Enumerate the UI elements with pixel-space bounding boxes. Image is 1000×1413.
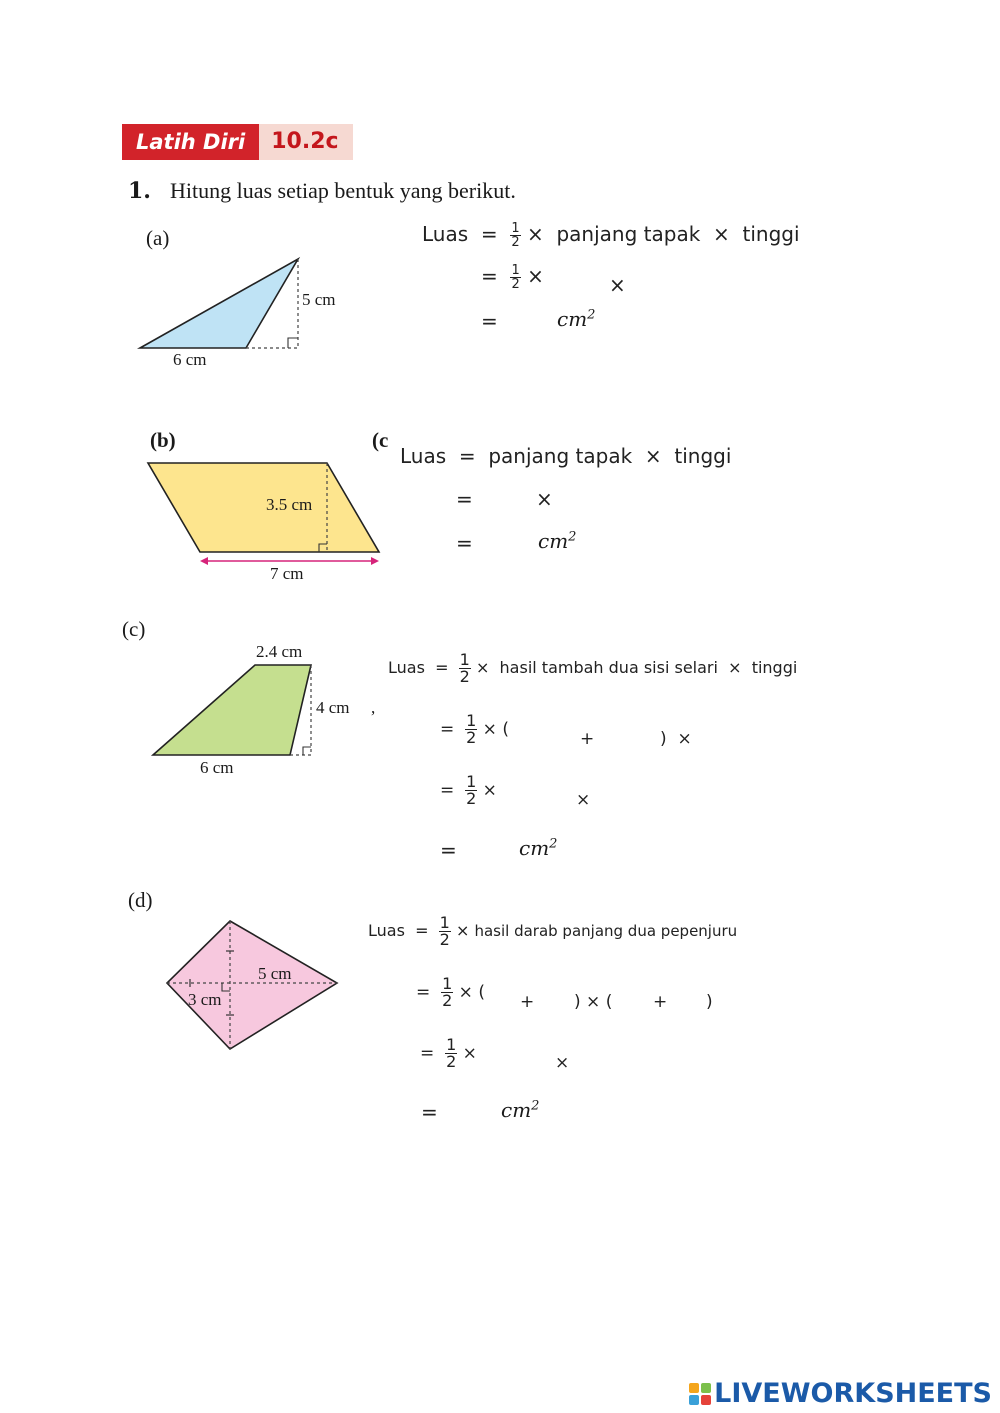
d-line-3: = $\frac{1}{2}$ × bbox=[420, 1035, 477, 1071]
arrow-right bbox=[371, 557, 379, 565]
stray-comma: , bbox=[371, 698, 376, 717]
d-line-2: = $\frac{1}{2}$ × ( bbox=[416, 974, 485, 1010]
section-badge bbox=[122, 124, 353, 160]
kite-left-dim: 3 cm bbox=[188, 990, 222, 1009]
trapezium-top-dim: 2.4 cm bbox=[256, 642, 303, 661]
c-line-1: Luas = $\frac{1}{2}$ × hasil tambah dua sisi selari × tinggi bbox=[388, 650, 798, 686]
question-number: 1. bbox=[128, 178, 151, 204]
triangle-shape bbox=[140, 259, 298, 348]
trapezium-height-dim: 4 cm bbox=[316, 698, 350, 717]
right-angle-mark bbox=[288, 338, 298, 348]
badge-number: 10.2c bbox=[259, 124, 352, 160]
a-line-2: = $\frac{1}{2}$ × bbox=[481, 263, 544, 292]
parallelogram-shape bbox=[148, 463, 379, 552]
a-line-2-times: × bbox=[609, 273, 626, 297]
triangle-height-dim: 5 cm bbox=[302, 290, 336, 309]
c-line-4-eq: = bbox=[440, 838, 457, 862]
trapezium-diagram bbox=[145, 655, 325, 765]
liveworksheets-logo bbox=[689, 1378, 992, 1409]
c-unit: $cm^2$ bbox=[519, 836, 558, 860]
brand-name: LIVEWORKSHEETS bbox=[714, 1378, 992, 1409]
parallelogram-base-dim: 7 cm bbox=[270, 564, 304, 583]
a-line-3-eq: = bbox=[481, 309, 498, 333]
part-d-label: (d) bbox=[128, 888, 153, 912]
d-line-1: Luas = $\frac{1}{2}$ × hasil darab panjang dua pepenjuru bbox=[368, 913, 738, 949]
d-line-4-eq: = bbox=[421, 1100, 438, 1124]
a-line-1: Luas = $\frac{1}{2}$ × panjang tapak × tinggi bbox=[422, 221, 800, 250]
triangle-base-dim: 6 cm bbox=[173, 350, 207, 369]
d-plus-1: + bbox=[520, 992, 535, 1012]
arrow-left bbox=[200, 557, 208, 565]
b-line-1: Luas = panjang tapak × tinggi bbox=[400, 444, 735, 468]
d-plus-2: + bbox=[653, 992, 668, 1012]
question-text: Hitung luas setiap bentuk yang berikut. bbox=[170, 178, 516, 203]
parallelogram-height-dim: 3.5 cm bbox=[266, 495, 313, 514]
parallelogram-diagram bbox=[140, 455, 388, 575]
c-line-2: = $\frac{1}{2}$ × ( bbox=[440, 711, 509, 747]
b-line-2-times: × bbox=[536, 487, 553, 511]
d-line-3-times: × bbox=[555, 1053, 570, 1073]
kite-shape bbox=[167, 921, 337, 1049]
badge-title: Latih Diri bbox=[122, 124, 259, 160]
right-angle-mark bbox=[303, 747, 311, 755]
trapezium-shape bbox=[153, 665, 311, 755]
kite-diagram bbox=[160, 915, 345, 1055]
d-unit: $cm^2$ bbox=[501, 1098, 540, 1122]
part-c-label: (c) bbox=[122, 617, 146, 641]
b-line-2-eq: = bbox=[456, 487, 473, 511]
part-b-label: (b) bbox=[150, 428, 176, 452]
part-a-label: (a) bbox=[146, 226, 170, 250]
d-close: ) bbox=[706, 992, 713, 1012]
a-unit: $cm^2$ bbox=[557, 307, 596, 331]
c-line-3-times: × bbox=[576, 790, 591, 810]
brand-icon bbox=[689, 1383, 711, 1405]
b-line-3-eq: = bbox=[456, 531, 473, 555]
d-mid: ) × ( bbox=[574, 992, 613, 1012]
trapezium-base-dim: 6 cm bbox=[200, 758, 234, 777]
b-unit: $cm^2$ bbox=[538, 529, 577, 553]
kite-right-dim: 5 cm bbox=[258, 964, 292, 983]
c-line-2-plus: + bbox=[580, 729, 595, 749]
triangle-diagram bbox=[130, 250, 360, 375]
clipped-label: (c bbox=[372, 428, 389, 452]
c-line-3: = $\frac{1}{2}$ × bbox=[440, 772, 497, 808]
c-line-2-close: ) × bbox=[660, 729, 692, 749]
